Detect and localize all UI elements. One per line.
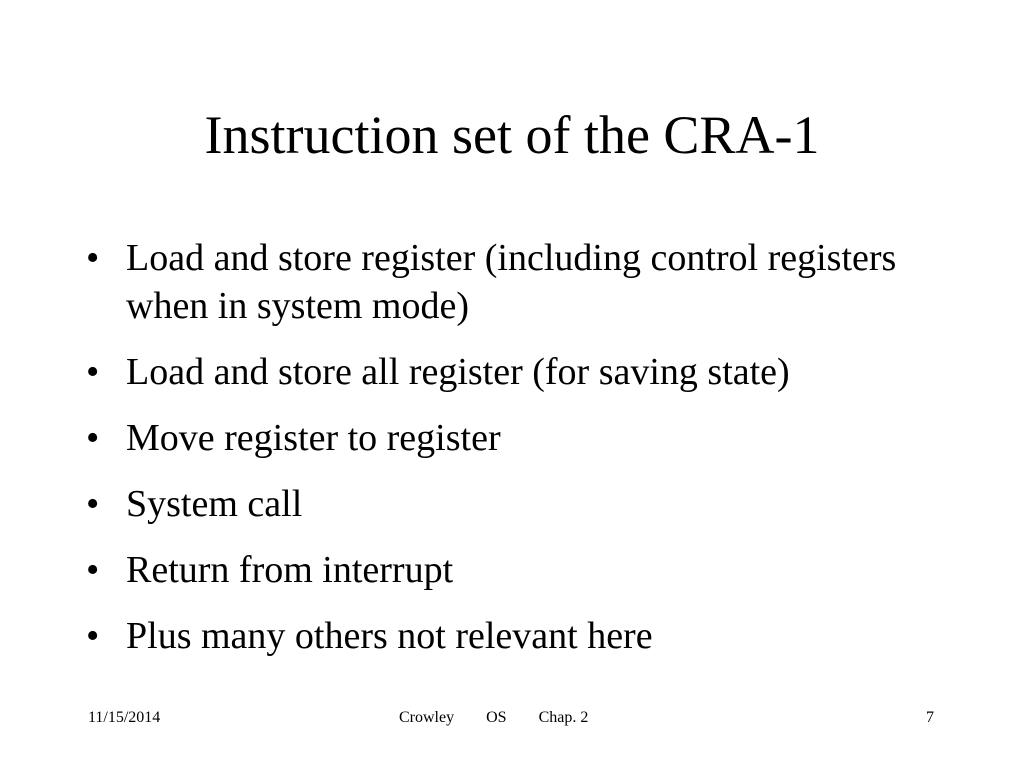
bullet-text: Load and store register (including control registers when in system mode) (126, 237, 897, 327)
list-item (86, 234, 946, 330)
list-item (86, 480, 946, 528)
bullet-text: Load and store all register (for saving state) (126, 351, 790, 393)
bullet-list (86, 234, 946, 678)
list-item (86, 348, 946, 396)
list-item (86, 546, 946, 594)
bullet-icon: • (86, 615, 100, 657)
bullet-icon: • (86, 549, 100, 591)
footer-author: Crowley (399, 709, 455, 726)
bullet-icon: • (86, 351, 100, 393)
footer-chapter: Chap. 2 (538, 709, 589, 726)
list-item (86, 414, 946, 462)
footer-date: 11/15/2014 (88, 709, 161, 726)
bullet-text: Return from interrupt (126, 549, 454, 591)
bullet-text: System call (126, 483, 303, 525)
bullet-icon: • (86, 237, 100, 279)
bullet-icon: • (86, 417, 100, 459)
bullet-text: Move register to register (126, 417, 501, 459)
bullet-text: Plus many others not relevant here (126, 615, 653, 657)
list-item (86, 612, 946, 660)
slide-title: Instruction set of the CRA-1 (204, 105, 820, 165)
bullet-icon: • (86, 483, 100, 525)
footer-center (399, 708, 588, 728)
footer-page-number: 7 (926, 709, 934, 726)
footer-course: OS (486, 709, 507, 726)
